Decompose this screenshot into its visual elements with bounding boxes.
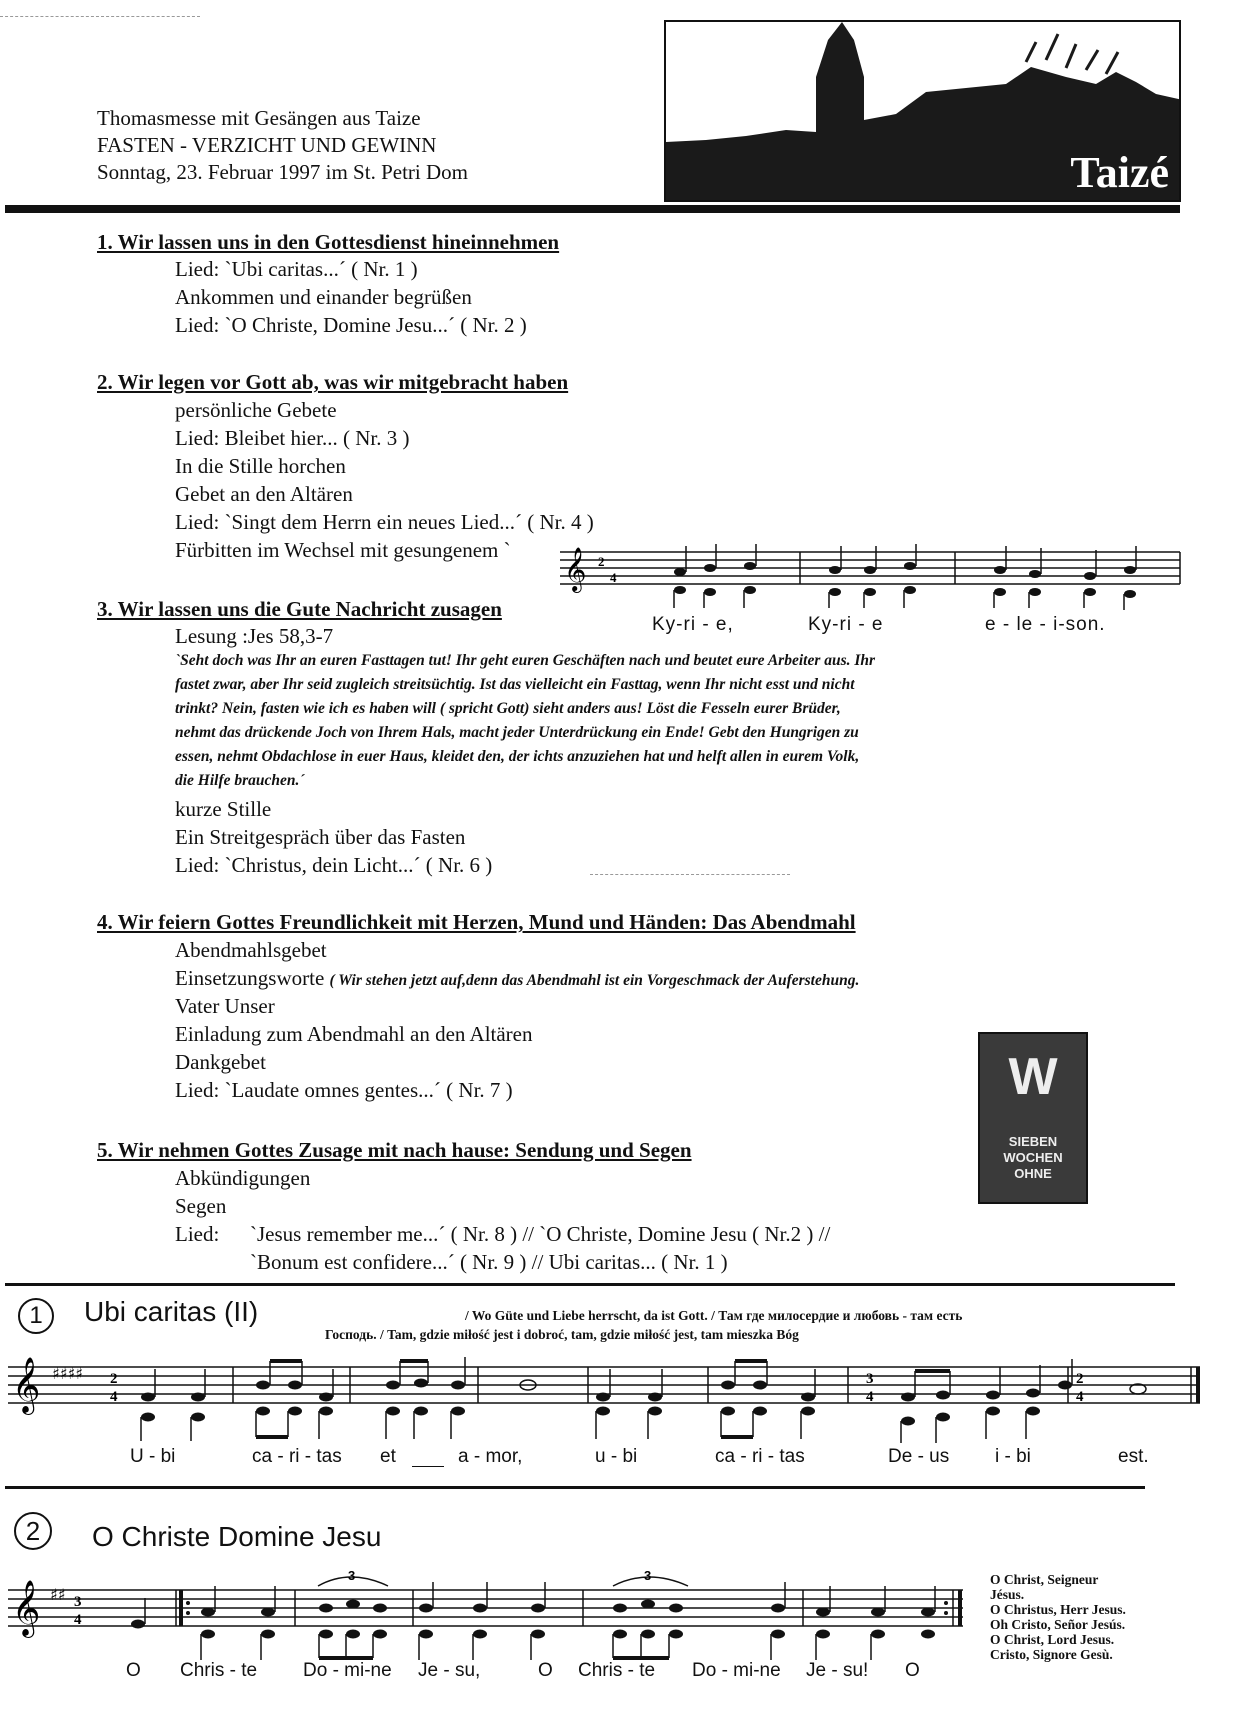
svg-text:4: 4: [110, 1389, 118, 1405]
ubi-melisma-line: [412, 1466, 444, 1467]
song-1-number: 1: [18, 1298, 54, 1334]
svg-text:♯♯: ♯♯: [50, 1585, 66, 1604]
s3-quote-line-2: fastet zwar, aber Ihr seid zugleich streitsüchtig. Ist das vielleicht ein Fasttag, wenn Ihr nicht esst und nicht: [175, 676, 855, 693]
song-1-title: Ubi caritas (II): [84, 1296, 259, 1327]
s4-item-2: [175, 966, 859, 991]
christe-translation-3: O Christus, Herr Jesus.: [990, 1602, 1126, 1617]
song-1-rule: [5, 1283, 1175, 1286]
s2-item-5: Lied: `Singt dem Herrn ein neues Lied...´ ( Nr. 4 ): [175, 510, 594, 534]
s2-item-2: Lied: Bleibet hier... ( Nr. 3 ): [175, 426, 410, 450]
ubi-lyric-5: u - bi: [595, 1446, 638, 1467]
song-1-translation-2: Господь. / Tam, gdzie miłość jest i dobroć, tam, gdzie miłość jest, tam mieszka Bóg: [325, 1327, 799, 1342]
svg-text:3: 3: [644, 1568, 652, 1583]
kyrie-lyric-2: Ky-ri - e: [808, 614, 884, 635]
header-line-1: Thomasmesse mit Gesängen aus Taize: [97, 106, 421, 130]
s5-lied-line-1: `Jesus remember me...´ ( Nr. 8 ) // `O Christe, Domine Jesu ( Nr.2 ) //: [250, 1222, 831, 1246]
song-2-staff: [8, 1568, 968, 1668]
s4-item-6: Lied: `Laudate omnes gentes...´ ( Nr. 7 ): [175, 1078, 513, 1102]
s4-item-4: Einladung zum Abendmahl an den Altären: [175, 1022, 533, 1046]
christe-translation-6: Cristo, Signore Gesù.: [990, 1647, 1113, 1662]
s4-item-2-text: Einsetzungsworte: [175, 966, 325, 990]
svg-text:♯♯♯♯: ♯♯♯♯: [52, 1364, 83, 1383]
poster-line-3: OHNE: [1014, 1166, 1052, 1181]
christe-translation-2: Jésus.: [990, 1587, 1025, 1602]
section-5-title: 5. Wir nehmen Gottes Zusage mit nach hause: Sendung und Segen: [97, 1138, 692, 1162]
section-1-title: 1. Wir lassen uns in den Gottesdienst hineinnehmen: [97, 230, 560, 254]
s4-item-5: Dankgebet: [175, 1050, 266, 1074]
kyrie-lyric-3: e - le - i-son.: [985, 614, 1106, 635]
svg-text:4: 4: [74, 1612, 82, 1628]
s3-quote-line-1: `Seht doch was Ihr an euren Fasttagen tut! Ihr geht euren Geschäften nach und beutet eure Arbeiter aus. Ihr: [175, 652, 876, 669]
christe-lyric-8: Je - su!: [806, 1660, 869, 1681]
song-1-translation-1: / Wo Güte und Liebe herrscht, da ist Gott. / Там где милосердие и любовь - там есть: [465, 1308, 963, 1323]
s1-item-1: Lied: `Ubi caritas...´ ( Nr. 1 ): [175, 257, 418, 281]
scan-mark: [590, 874, 790, 875]
s2-item-4: Gebet an den Altären: [175, 482, 353, 506]
s3-reading: Lesung :Jes 58,3-7: [175, 624, 334, 648]
header-rule: [5, 205, 1180, 213]
christe-notation: [8, 1568, 968, 1668]
kyrie-lyric-1: Ky-ri - e,: [652, 614, 734, 635]
poster-line-1: SIEBEN: [1008, 1134, 1058, 1149]
s3-quote-line-3: trinkt? Nein, fasten wie ich es haben will ( spricht Gott) sieht anders aus! Löst die Fesseln eurer Brüder,: [175, 700, 841, 717]
poster-line-2: WOCHEN: [1003, 1150, 1063, 1165]
s5-lied-label: Lied:: [175, 1222, 220, 1246]
christe-lyric-4: Je - su,: [418, 1660, 481, 1681]
svg-text:2: 2: [598, 554, 605, 569]
ubi-lyric-3: et: [380, 1446, 396, 1467]
ubi-notation: [8, 1345, 1203, 1445]
ubi-lyric-8: i - bi: [995, 1446, 1031, 1467]
s3-item-2: Ein Streitgespräch über das Fasten: [175, 825, 466, 849]
song-2-number: 2: [14, 1512, 52, 1550]
christe-translation-5: O Christ, Lord Jesus.: [990, 1632, 1115, 1647]
christe-translation-1: O Christ, Seigneur: [990, 1572, 1099, 1587]
s5-item-1: Abkündigungen: [175, 1166, 311, 1190]
christe-lyric-7: Do - mi-ne: [692, 1660, 781, 1681]
svg-text:4: 4: [610, 570, 617, 585]
svg-text:3: 3: [866, 1371, 874, 1387]
christe-translation-4: Oh Cristo, Señor Jesús.: [990, 1617, 1126, 1632]
s4-item-1: Abendmahlsgebet: [175, 938, 327, 962]
header-line-3: Sonntag, 23. Februar 1997 im St. Petri Dom: [97, 160, 468, 184]
section-2-title: 2. Wir legen vor Gott ab, was wir mitgebracht haben: [97, 370, 569, 394]
song-2-title: O Christe Domine Jesu: [92, 1521, 382, 1552]
kyrie-notation: [560, 540, 1182, 612]
ubi-lyric-9: est.: [1118, 1446, 1149, 1467]
ubi-lyric-1: U - bi: [130, 1446, 176, 1467]
s2-item-1: persönliche Gebete: [175, 398, 337, 422]
s1-item-2: Ankommen und einander begrüßen: [175, 285, 472, 309]
christe-translations: [990, 1572, 1126, 1662]
s5-item-2: Segen: [175, 1194, 227, 1218]
svg-text:3: 3: [348, 1568, 356, 1583]
ubi-lyric-7: De - us: [888, 1446, 950, 1467]
svg-text:2: 2: [110, 1371, 118, 1387]
christe-lyric-3: Do - mi-ne: [303, 1660, 392, 1681]
christe-lyric-6: Chris - te: [578, 1660, 656, 1681]
header-line-2: FASTEN - VERZICHT UND GEWINN: [97, 133, 437, 157]
ubi-lyric-4: a - mor,: [458, 1446, 523, 1467]
taize-logo: [664, 20, 1181, 202]
section-4-title: 4. Wir feiern Gottes Freundlichkeit mit Herzen, Mund und Händen: Das Abendmahl: [97, 910, 856, 934]
s3-item-3: Lied: `Christus, dein Licht...´ ( Nr. 6 ): [175, 853, 493, 877]
svg-text:3: 3: [74, 1594, 82, 1610]
s1-item-3: Lied: `O Christe, Domine Jesu...´ ( Nr. 2 ): [175, 313, 527, 337]
christe-lyric-9: O: [905, 1660, 920, 1681]
song-2-rule: [5, 1486, 1145, 1489]
svg-text:𝄞: 𝄞: [12, 1357, 41, 1413]
svg-text:𝄞: 𝄞: [12, 1580, 41, 1636]
s5-lied-line-2: `Bonum est confidere...´ ( Nr. 9 ) // Ubi caritas... ( Nr. 1 ): [250, 1250, 728, 1274]
s4-note: ( Wir stehen jetzt auf,denn das Abendmahl ist ein Vorgeschmack der Auferstehung.: [329, 972, 860, 989]
christe-lyric-2: Chris - te: [180, 1660, 258, 1681]
s2-item-6: Fürbitten im Wechsel mit gesungenem `: [175, 538, 511, 562]
svg-text:4: 4: [1076, 1389, 1084, 1405]
svg-text:2: 2: [1076, 1371, 1084, 1387]
s3-quote-line-4: nehmt das drückende Joch von Ihrem Hals, macht jeder Unterdrückung ein Ende! Gebt den Hungrigen zu: [175, 724, 859, 741]
s3-quote-line-6: die Hilfe brauchen.´: [175, 772, 305, 789]
section-3-title: 3. Wir lassen uns die Gute Nachricht zusagen: [97, 597, 502, 621]
s4-item-3: Vater Unser: [175, 994, 275, 1018]
poster-image: [978, 1032, 1088, 1204]
song-1-staff: [8, 1345, 1203, 1445]
s2-item-3: In die Stille horchen: [175, 454, 346, 478]
svg-text:𝄞: 𝄞: [564, 547, 587, 591]
logo-text: Taizé: [1070, 148, 1169, 197]
ubi-lyric-2: ca - ri - tas: [252, 1446, 342, 1467]
poster-letter: W: [1008, 1048, 1058, 1106]
christe-lyric-1: O: [126, 1660, 141, 1681]
ubi-lyric-6: ca - ri - tas: [715, 1446, 805, 1467]
kyrie-staff: [560, 540, 1182, 612]
s3-item-1: kurze Stille: [175, 797, 272, 821]
scan-mark: [0, 16, 200, 17]
svg-text:4: 4: [866, 1389, 874, 1405]
christe-lyric-5: O: [538, 1660, 553, 1681]
s3-quote-line-5: essen, nehmt Obdachlose in euer Haus, kleidet den, der ichts anzuziehen hat und helft allen in eurem Volk,: [175, 748, 860, 765]
